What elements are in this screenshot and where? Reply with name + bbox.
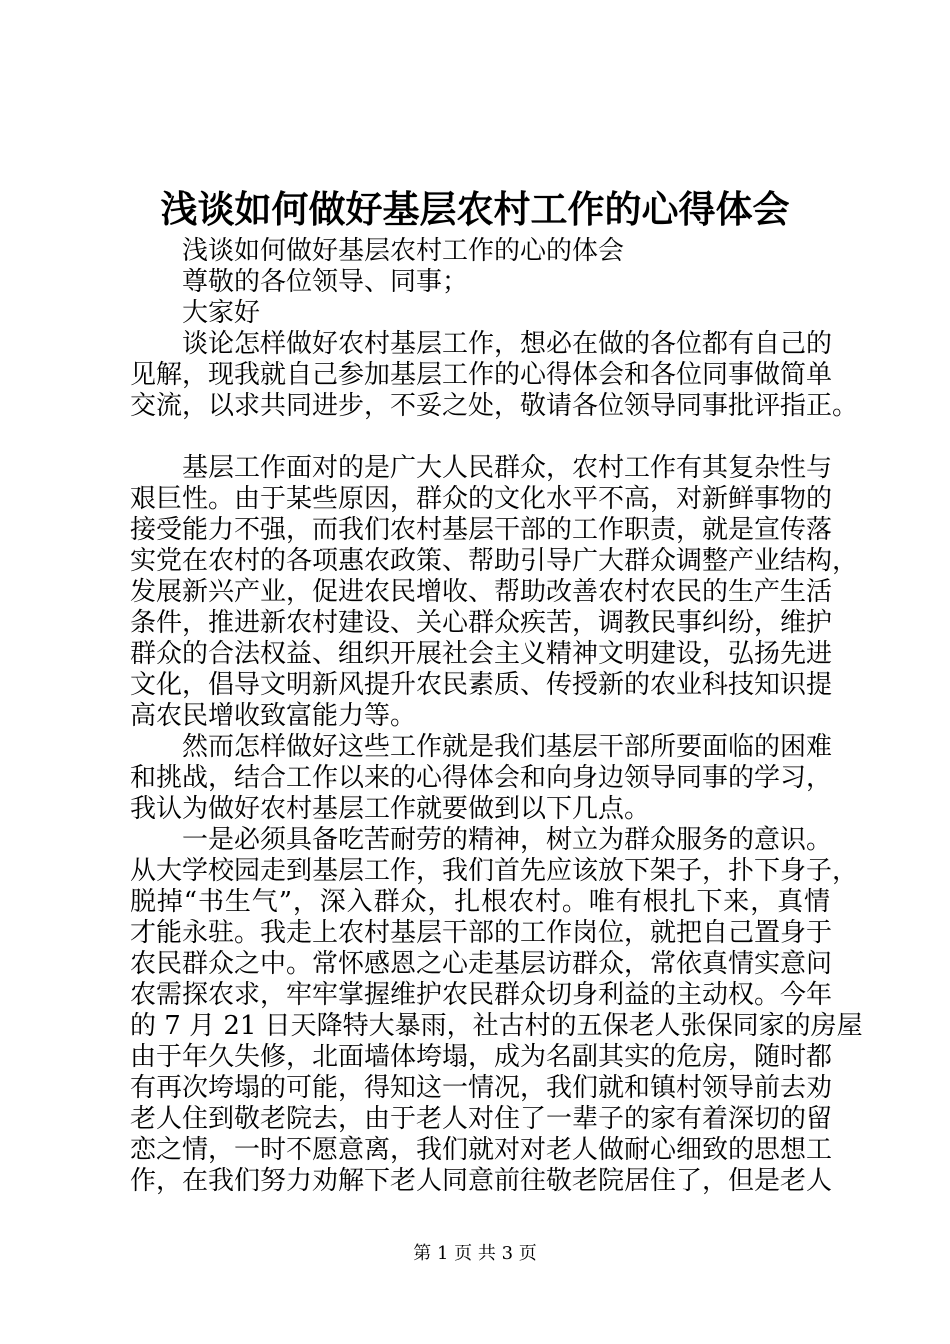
document-body bbox=[130, 236, 863, 1197]
body-line: 浅谈如何做好基层农村工作的心的体会 bbox=[182, 236, 625, 266]
body-line: 农民群众之中。常怀感恩之心走基层访群众，常依真情实意问 bbox=[130, 949, 833, 979]
body-line: 从大学校园走到基层工作，我们首先应该放下架子，扑下身子， bbox=[130, 856, 859, 886]
body-line: 群众的合法权益、组织开展社会主义精神文明建设，弘扬先进 bbox=[130, 639, 833, 669]
body-line: 我认为做好农村基层工作就要做到以下几点。 bbox=[130, 794, 651, 824]
body-line: 高农民增收致富能力等。 bbox=[130, 701, 417, 731]
page-footer: 第 1 页 共 3 页 bbox=[413, 1243, 537, 1264]
body-line: 农需探农求，牢牢掌握维护农民群众切身利益的主动权。今年 bbox=[130, 980, 833, 1010]
body-line: 和挑战，结合工作以来的心得体会和向身边领导同事的学习， bbox=[130, 763, 833, 793]
body-line: 然而怎样做好这些工作就是我们基层干部所要面临的困难 bbox=[182, 732, 833, 762]
body-line: 基层工作面对的是广大人民群众，农村工作有其复杂性与 bbox=[182, 453, 833, 483]
body-line: 老人住到敬老院去，由于老人对住了一辈子的家有着深切的留 bbox=[130, 1104, 833, 1134]
body-line: 作，在我们努力劝解下老人同意前往敬老院居住了，但是老人 bbox=[130, 1166, 833, 1196]
body-line: 大家好 bbox=[182, 298, 261, 328]
document-title: 浅谈如何做好基层农村工作的心得体会 bbox=[160, 187, 790, 231]
body-line: 恋之情，一时不愿意离，我们就对对老人做耐心细致的思想工 bbox=[130, 1135, 833, 1165]
body-line: 文化，倡导文明新风提升农民素质、传授新的农业科技知识提 bbox=[130, 670, 833, 700]
body-line: 的 7 月 21 日天降特大暴雨，社古村的五保老人张保同家的房屋 bbox=[130, 1011, 863, 1041]
body-line: 才能永驻。我走上农村基层干部的工作岗位，就把自己置身于 bbox=[130, 918, 833, 948]
body-line: 脱掉“书生气”，深入群众，扎根农村。唯有根扎下来，真情 bbox=[130, 887, 830, 917]
body-line: 交流，以求共同进步，不妥之处，敬请各位领导同事批评指正。 bbox=[130, 391, 859, 421]
body-line: 由于年久失修，北面墙体垮塌，成为名副其实的危房，随时都 bbox=[130, 1042, 833, 1072]
body-line: 尊敬的各位领导、同事； bbox=[182, 267, 469, 297]
body-line: 条件，推进新农村建设、关心群众疾苦，调教民事纠纷，维护 bbox=[130, 608, 833, 638]
body-line: 谈论怎样做好农村基层工作，想必在做的各位都有自己的 bbox=[182, 329, 833, 359]
blank-line bbox=[130, 422, 830, 453]
body-line: 实党在农村的各项惠农政策、帮助引导广大群众调整产业结构， bbox=[130, 546, 859, 576]
body-line: 一是必须具备吃苦耐劳的精神，树立为群众服务的意识。 bbox=[182, 825, 833, 855]
body-line: 发展新兴产业，促进农民增收、帮助改善农村农民的生产生活 bbox=[130, 577, 833, 607]
body-line: 接受能力不强，而我们农村基层干部的工作职责，就是宣传落 bbox=[130, 515, 833, 545]
body-line: 见解，现我就自己参加基层工作的心得体会和各位同事做简单 bbox=[130, 360, 833, 390]
body-line: 艰巨性。由于某些原因，群众的文化水平不高，对新鲜事物的 bbox=[130, 484, 833, 514]
body-line: 有再次垮塌的可能，得知这一情况，我们就和镇村领导前去劝 bbox=[130, 1073, 833, 1103]
